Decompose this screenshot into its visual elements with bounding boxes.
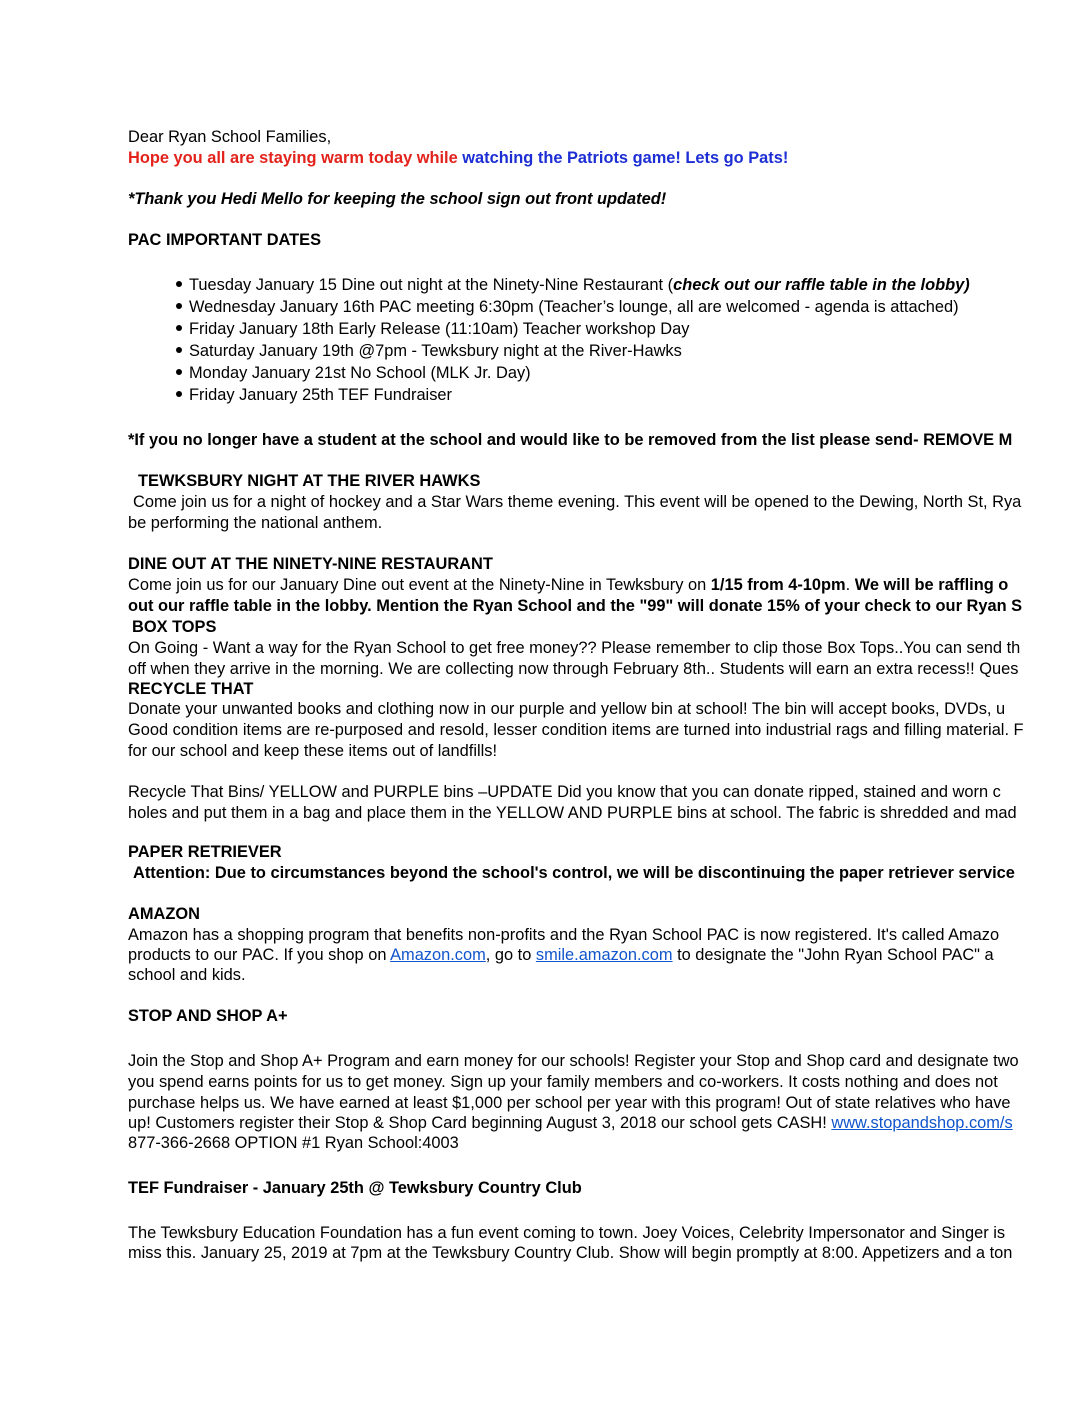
pac-date-item — [176, 341, 682, 362]
ninety-nine-text-part: . — [845, 576, 855, 594]
amazon-text-part: , go to — [485, 946, 536, 964]
pac-date-text: Monday January 21st No School (MLK Jr. Day) — [189, 364, 531, 382]
tef-text: miss this. January 25, 2019 at 7pm at the Tewksbury Country Club. Show will begin promptly at 8:00. Appetizers and a ton — [128, 1244, 1013, 1262]
recycle-update-text: holes and put them in a bag and place them in the YELLOW AND PURPLE bins at school. The fabric is shredded and mad — [128, 804, 1017, 822]
bullet-icon — [176, 281, 182, 287]
bullet-icon — [176, 325, 182, 331]
tef-heading: TEF Fundraiser - January 25th @ Tewksbury Country Club — [128, 1179, 582, 1197]
river-hawks-text: Come join us for a night of hockey and a Star Wars theme evening. This event will be opened to the Dewing, North St, Rya — [133, 493, 1022, 511]
hope-red-text: Hope you all are staying warm today while — [128, 149, 463, 167]
box-tops-text: On Going - Want a way for the Ryan School to get free money?? Please remember to clip those Box Tops..You can send th — [128, 639, 1021, 657]
amazon-text — [128, 945, 994, 966]
ninety-nine-heading: DINE OUT AT THE NINETY-NINE RESTAURANT — [128, 555, 493, 573]
pac-dates-heading: PAC IMPORTANT DATES — [128, 231, 322, 249]
river-hawks-text: be performing the national anthem. — [128, 514, 383, 532]
bullet-icon — [176, 303, 182, 309]
pac-date-emphasis: check out our raffle table in the lobby) — [673, 276, 970, 294]
amazon-text-part: to designate the "John Ryan School PAC" a — [672, 946, 994, 964]
bullet-icon — [176, 391, 182, 397]
pac-date-item — [176, 363, 531, 384]
ninety-nine-text-part: Come join us for our January Dine out event at the Ninety-Nine in Tewksbury on — [128, 576, 711, 594]
greeting: Dear Ryan School Families, — [128, 128, 332, 146]
amazon-heading: AMAZON — [128, 905, 200, 923]
hope-line — [128, 148, 788, 169]
ninety-nine-text — [128, 575, 1008, 596]
paper-retriever-text: Attention: Due to circumstances beyond the school's control, we will be discontinuing the paper retriever service — [133, 864, 1015, 882]
pac-date-item — [176, 297, 959, 318]
pac-date-text: Wednesday January 16th PAC meeting 6:30pm (Teacher’s lounge, all are welcomed - agenda is attached) — [189, 298, 959, 316]
recycle-text: for our school and keep these items out of landfills! — [128, 742, 497, 760]
recycle-text: Donate your unwanted books and clothing now in our purple and yellow bin at school! The bin will accept books, DVDs, u — [128, 700, 1006, 718]
recycle-heading: RECYCLE THAT — [128, 680, 254, 698]
pac-date-item — [176, 319, 689, 340]
pac-date-text: Friday January 25th TEF Fundraiser — [189, 386, 452, 404]
box-tops-heading: BOX TOPS — [132, 618, 217, 636]
stop-shop-heading: STOP AND SHOP A+ — [128, 1007, 288, 1025]
remove-notice: *If you no longer have a student at the school and would like to be removed from the list please send- REMOVE M — [128, 431, 1013, 449]
amazon-text-part: products to our PAC. If you shop on — [128, 946, 391, 964]
ninety-nine-date: 1/15 from 4-10pm — [710, 576, 846, 594]
stop-shop-text: you spend earns points for us to get money. Sign up your family members and co-workers. It costs nothing and does not — [128, 1073, 998, 1091]
amazon-link[interactable]: Amazon.com — [390, 946, 486, 964]
ninety-nine-text: out our raffle table in the lobby. Mention the Ryan School and the "99" will donate 15% of your check to our Ryan S — [128, 597, 1023, 615]
paper-retriever-heading: PAPER RETRIEVER — [128, 843, 282, 861]
stop-shop-text: purchase helps us. We have earned at least $1,000 per school per year with this program! Out of state relatives who have — [128, 1094, 1011, 1112]
bullet-icon — [176, 347, 182, 353]
recycle-text: Good condition items are re-purposed and resold, lesser condition items are turned into industrial rags and filling material. F — [128, 721, 1024, 739]
stop-shop-text — [128, 1113, 1013, 1134]
river-hawks-heading: TEWKSBURY NIGHT AT THE RIVER HAWKS — [138, 472, 481, 490]
thanks-note: *Thank you Hedi Mello for keeping the school sign out front updated! — [128, 190, 667, 208]
pac-date-text: Tuesday January 15 Dine out night at the Ninety-Nine Restaurant ( — [189, 276, 674, 294]
pac-date-item — [176, 385, 452, 406]
pac-date-item — [176, 275, 970, 296]
pac-date-text: Saturday January 19th @7pm - Tewksbury night at the River-Hawks — [189, 342, 682, 360]
stop-shop-phone: 877-366-2668 OPTION #1 Ryan School:4003 — [128, 1134, 459, 1152]
pac-date-text: Friday January 18th Early Release (11:10am) Teacher workshop Day — [189, 320, 690, 338]
hope-blue-text: watching the Patriots game! Lets go Pats! — [462, 149, 789, 167]
tef-text: The Tewksbury Education Foundation has a fun event coming to town. Joey Voices, Celebrity Impersonator and Singer is — [128, 1224, 1006, 1242]
amazon-text: Amazon has a shopping program that benefits non-profits and the Ryan School PAC is now registered. It's called Amazo — [128, 926, 1000, 944]
recycle-update-text: Recycle That Bins/ YELLOW and PURPLE bins –UPDATE Did you know that you can donate ripped, stained and worn c — [128, 783, 1001, 801]
amazon-text: school and kids. — [128, 966, 246, 984]
stop-shop-text-part: up! Customers register their Stop & Shop Card beginning August 3, 2018 our school gets CASH! — [128, 1114, 832, 1132]
ninety-nine-raffle-text: We will be raffling o — [854, 576, 1009, 594]
stop-shop-text: Join the Stop and Shop A+ Program and earn money for our schools! Register your Stop and Shop card and designate two — [128, 1052, 1019, 1070]
smile-amazon-link[interactable]: smile.amazon.com — [535, 946, 673, 964]
box-tops-text: off when they arrive in the morning. We are collecting now through February 8th.. Students will earn an extra recess!! Ques — [128, 660, 1019, 678]
bullet-icon — [176, 369, 182, 375]
stop-and-shop-link[interactable]: www.stopandshop.com/s — [831, 1114, 1013, 1132]
